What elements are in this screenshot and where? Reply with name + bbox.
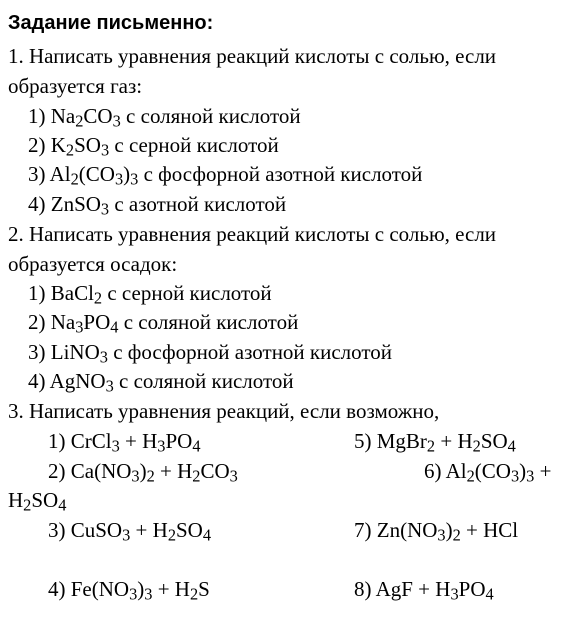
task1-item-2: 2) $K_2SO_3$ с серной кислотой: [28, 133, 279, 160]
task3-reaction-7: 7) $Zn(NO_3)_2$ + HCl: [354, 518, 519, 545]
task3-title: 3. Написать уравнения реакций, если возможно,: [8, 399, 440, 423]
task3-reaction-4: 4) $Fe(NO_3)_3 + H_2S$: [48, 577, 210, 604]
task3-reaction-3: 3) CuSO$_3$ + $H_2SO_4$: [48, 518, 212, 545]
task2-title-line2: образуется осадок:: [8, 252, 178, 276]
task3-reaction-5: 5) MgBr$_2$ + $H_2SO_4$: [354, 429, 516, 456]
task2-item-4: 4) AgNO$_3$ с соляной кислотой: [28, 369, 294, 396]
task2-item-1: 1) BaCl$_2$ с серной кислотой: [28, 281, 272, 308]
assignment-heading: Задание письменно:: [8, 12, 214, 34]
task3-reaction-1: 1) CrCl$_3$ + $H_3PO_4$: [48, 429, 201, 456]
task3-reaction-8: 8) AgF + $H_3PO_4$: [354, 577, 494, 604]
task1-item-3: 3) $Al_2(CO_3)_3$ с фосфорной азотной кислотой: [28, 162, 423, 189]
task3-reaction-2: 2) $Ca(NO_3)_2 + H_2CO_3$: [48, 459, 238, 486]
task1-title-line2: образуется газ:: [8, 74, 143, 98]
task1-item-4: 4) ZnSO$_3$ с азотной кислотой: [28, 192, 287, 219]
task2-title-line1: 2. Написать уравнения реакций кислоты с солью, если: [8, 222, 497, 246]
task1-item-1: 1) $Na_2CO_3$ с соляной кислотой: [28, 104, 301, 131]
task3-reaction-6-wrap: $H_2SO_4$: [8, 488, 67, 515]
task1-title-line1: 1. Написать уравнения реакций кислоты с солью, если: [8, 44, 497, 68]
task3-reaction-6: 6) $Al_2(CO_3)_3$ +: [424, 459, 552, 486]
task2-item-3: 3) LiNO$_3$ с фосфорной азотной кислотой: [28, 340, 393, 367]
task2-item-2: 2) $Na_3PO_4$ с соляной кислотой: [28, 310, 299, 337]
